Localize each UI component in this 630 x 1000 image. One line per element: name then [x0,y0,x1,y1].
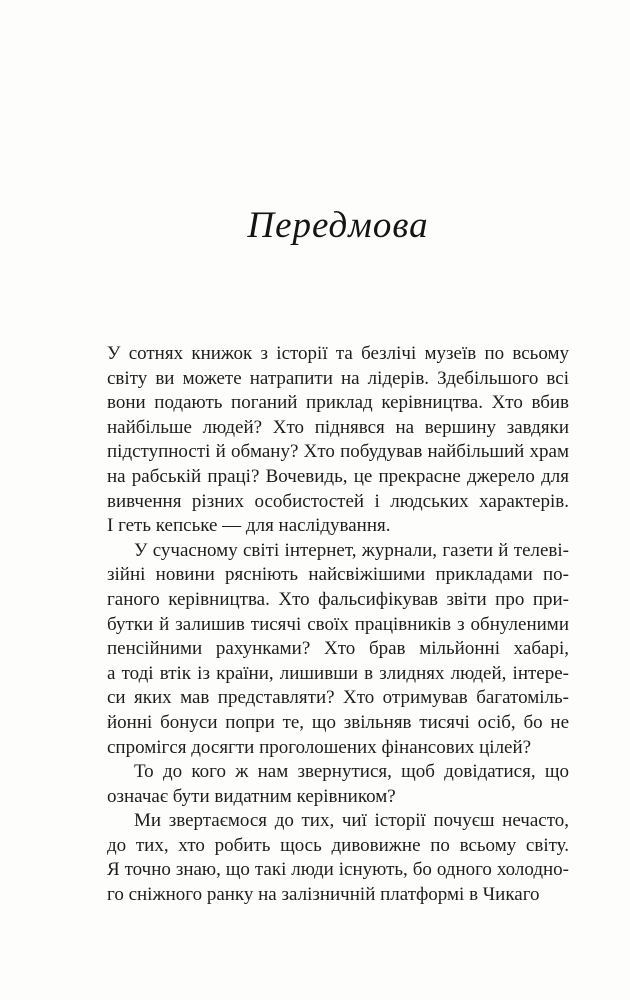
text-line: У сотнях книжок з історії та безлічі музеїв по всьому [107,343,569,364]
text-line: Я точно знаю, що такі люди існують, бо одного холодно- [107,859,569,881]
text-line: спромігся досягти проголошених фінансових цілей? [107,736,532,758]
text-line: означає бути видатним керівником? [107,785,396,807]
text-line: найбільше людей? Хто піднявся на вершину завдяки [107,416,569,438]
text-line: вони подають поганий приклад керівництва. Хто вбив [107,392,569,414]
text-line: си яких мав представляти? Хто отримував багатоміль- [107,687,569,709]
text-line: І геть кепське — для наслідування. [107,515,391,537]
text-line: Ми звертаємося до тих, чиї історії почуєш нечасто, [134,810,569,832]
text-line: У сучасному світі інтернет, журнали, газети й телеві- [134,539,569,561]
text-line: йонні бонуси попри те, що звільняв тисячі осіб, бо не [107,711,569,733]
text-line: світу ви можете натрапити на лідерів. Здебільшого всі [107,367,569,389]
body-text [107,342,569,908]
text-line: пенсійними рахунками? Хто брав мільйонні хабарі, [107,638,569,660]
text-line: підступності й обману? Хто побудував найбільший храм [107,441,569,463]
text-line: до тих, хто робить щось дивовижне по всьому світу. [107,834,569,856]
text-line: зійні новини рясніють найсвіжішими прикладами по- [107,564,569,586]
text-line: То до кого ж нам звернутися, щоб довідатися, що [134,761,569,783]
text-line: го сніжного ранку на залізничній платформі в Чикаго [107,884,540,906]
text-line: а тоді втік із країни, лишивши в злиднях людей, інтере- [107,662,569,684]
text-line: ганого керівництва. Хто фальсифікував звіти про при- [107,588,569,610]
chapter-title: Передмова [247,205,429,246]
text-line: на рабській праці? Вочевидь, це прекрасне джерело для [107,465,569,487]
text-line: бутки й залишив тисячі своїх працівників з обнуленими [107,613,569,635]
text-line: вивчення різних особистостей і людських характерів. [107,490,569,512]
